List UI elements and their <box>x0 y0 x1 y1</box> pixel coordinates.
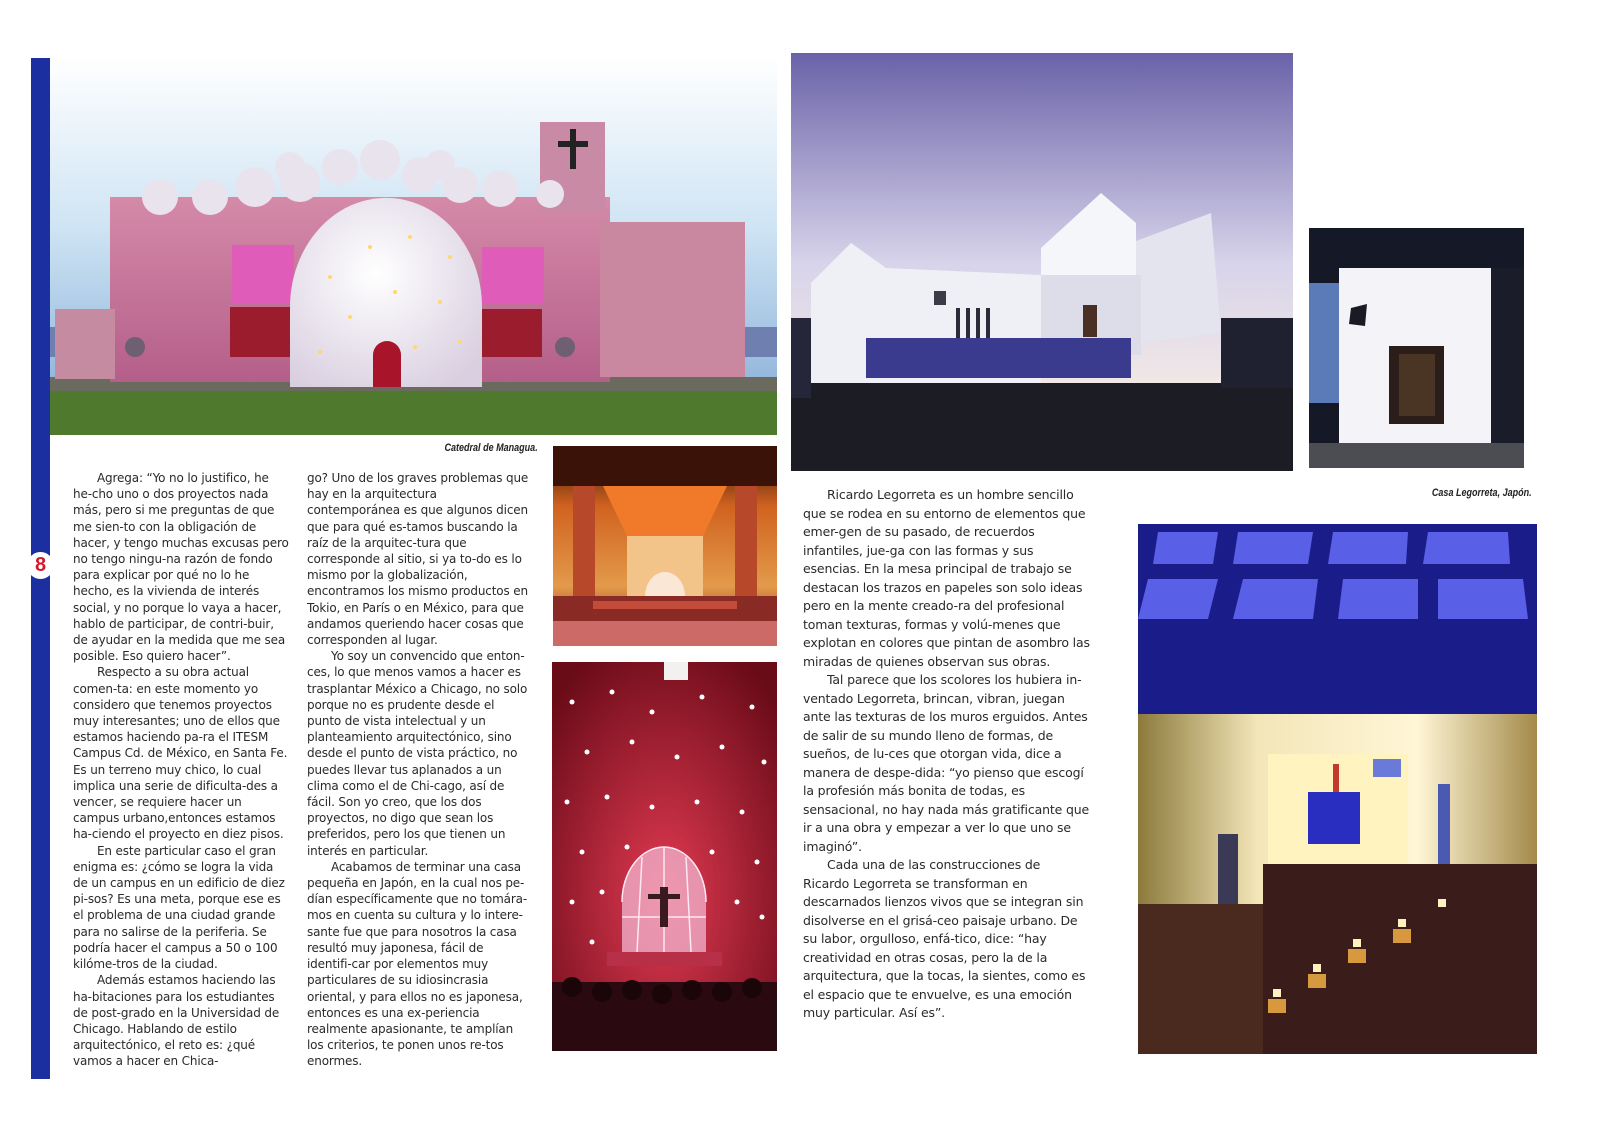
page-number: 8 <box>27 552 54 579</box>
paragraph: En este particular caso el gran enigma es: ¿cómo se logra la vida de un campus en un edificio de diez pi-sos? Es una meta, porque ese es el problema de una ciudad grande para no salirse de la periferia. Se podría hacer el campus a 50 o 100 kilóme-tros de la ciudad. <box>73 843 285 972</box>
paragraph: Respecto a su obra actual comen-ta: en este momento yo considero que tenemos proyectos muy interesantes; uno de ellos que estamos haciendo pa-ra el ITESM Campus Cd. de México, en Santa Fe. Es un terreno muy chico, lo cual implica una serie de dificulta-des a vencer, se requiere hacer un campus urbano,entonces estamos ha-ciendo el proyecto en diez pisos. <box>73 665 288 842</box>
photo-cathedral-interior <box>553 446 777 646</box>
paragraph: Ricardo Legorreta es un hombre sencillo que se rodea en su entorno de elementos que emer-gen de su pasado, de recuerdos infantiles, jue-ga con las formas y sus esencias. En la mesa principal de trabajo se destacan los trazos en papeles son solo ideas pero en la mente creado-ra del profesional toman texturas, formas y volú-menes que explotan en colores que pintan de asombro las miradas de quienes observan sus obras. <box>803 487 1090 669</box>
article-column-3 <box>803 486 1090 1023</box>
article-column-2 <box>307 470 529 1070</box>
photo-house-entrance <box>1309 228 1524 468</box>
photo-cathedral-altar <box>552 662 777 1051</box>
paragraph: Yo soy un convencido que enton-ces, lo que menos vamos a hacer es trasplantar México a Chicago, no solo porque no es prudente desde el punto de vista intelectual y un planteamiento arquitectónico, sino desde el punto de vista práctico, no puedes llevar tus aplanados a un clima como el de Chi-cago, así de fácil. Son yo creo, que los dos proyectos, no digo que sean los preferidos, pero los que tienen un interés en particular. <box>307 649 528 858</box>
caption-cathedral: Catedral de Managua. <box>444 442 538 454</box>
photo-white-house <box>791 53 1293 471</box>
paragraph: go? Uno de los graves problemas que hay en la arquitectura contemporánea es que algunos dicen que para qué es-tamos buscando la raíz de la arquitec-tura que corresponde al sitio, si ya to-do es lo mismo por la globalización, encontramos los mismo productos en Tokio, en París o en México, para que andamos queriendo hacer cosas que corresponden al lugar. <box>307 471 529 648</box>
article-column-1 <box>73 470 290 1070</box>
paragraph: Acabamos de terminar una casa pequeña en Japón, en la cual nos pe-dían específicamente que no tomára-mos en cuenta su cultura y lo intere-sante fue que para nosotros la casa resultó muy japonesa, fácil de identifi-car por elementos muy particulares de su idiosincrasia oriental, y para ellos no es japonesa, entonces es una ex-periencia realmente apasionante, te amplían los criterios, te ponen unos re-tos enormes. <box>307 859 528 1069</box>
paragraph: Agrega: “Yo no lo justifico, he he-cho uno o dos proyectos nada más, pero si me preguntas de que me sien-to con la obligación de hacer, y tengo muchas excusas pero no tengo ningu-na razón de fondo para explicar por qué no lo he hecho, es la vivienda de interés social, y no porque lo vaya a hacer, hablo de participar, de contri-buir, de ayudar en la medida que me sea posible. Eso quiero hacer”. <box>73 471 289 664</box>
paragraph: Cada una de las construcciones de Ricardo Legorreta se transforman en descarnados lienzos vivos que se integran sin disolverse en el grisá-ceo paisaje urbano. De su labor, orgulloso, enfá-tico, dice: “hay creatividad en otras cosas, pero la de la arquitectura, que la tocas, la sientes, como es el espacio que te envuelve, es una emoción muy particular. Así es”. <box>803 857 1086 1020</box>
photo-house-interior <box>1138 524 1537 1054</box>
photo-cathedral-exterior <box>50 57 777 435</box>
caption-house: Casa Legorreta, Japón. <box>1432 487 1532 499</box>
paragraph: Además estamos haciendo las ha-bitaciones para los estudiantes de post-grado en la Universidad de Chicago. Hablando de estilo arquitectónico, el reto es: ¿qué vamos a hacer en Chica- <box>73 973 280 1069</box>
paragraph: Tal parece que los scolores los hubiera in-ventado Legorreta, brincan, vibran, juegan ante las texturas de los muros erguidos. Antes de salir de su mundo lleno de formas, de sueños, de lu-ces que otorgan vida, dice a manera de despe-dida: “yo pienso que escogí la profesión más bonita de todas, es sensacional, no hay nada más gratificante que ir a una obra y empezar a ver lo que uno se imaginó”. <box>803 672 1090 854</box>
